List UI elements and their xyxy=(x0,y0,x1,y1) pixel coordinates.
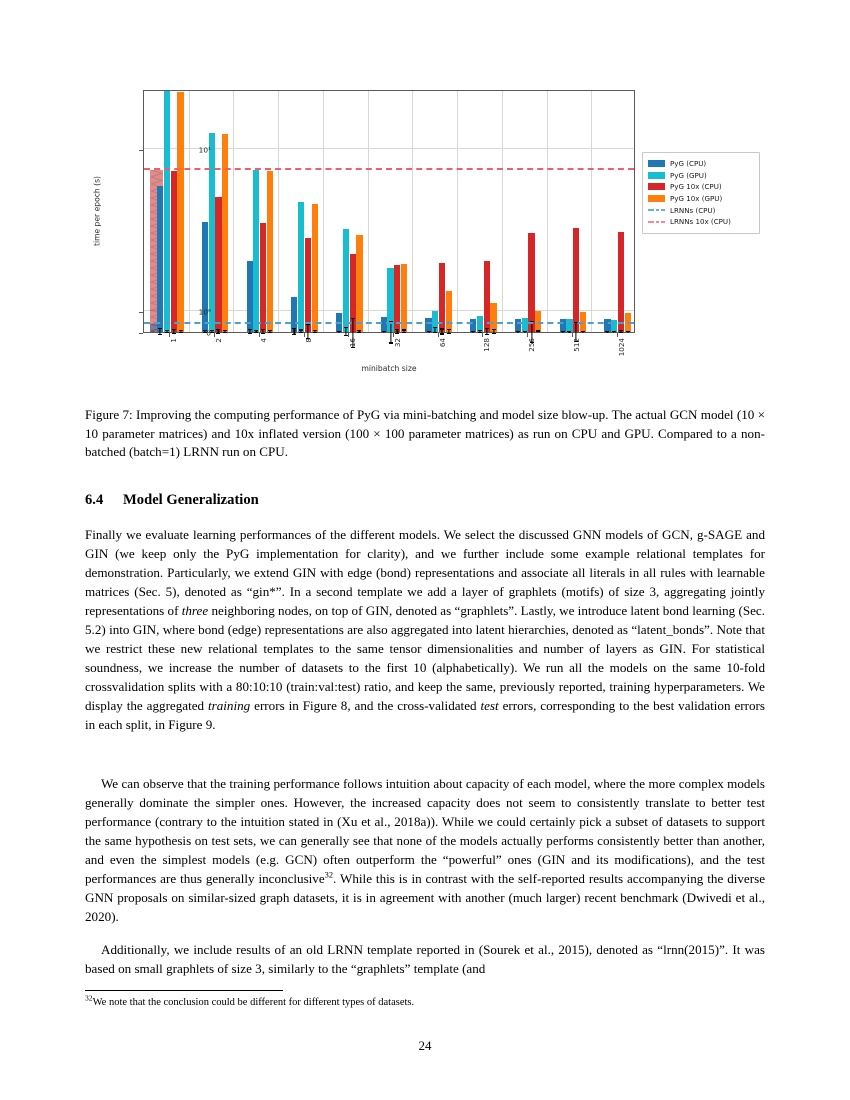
emphasis-training: training xyxy=(208,698,251,714)
section-title: Model Generalization xyxy=(123,492,259,508)
x-axis-tick: 1024 xyxy=(616,338,626,357)
paragraph-1 xyxy=(85,525,765,735)
bar xyxy=(215,197,221,332)
error-bar-cap xyxy=(389,342,393,343)
error-bar-cap xyxy=(223,332,227,333)
error-bar-cap xyxy=(158,334,162,335)
x-axis-tick-mark xyxy=(572,333,573,337)
legend-swatch xyxy=(648,172,665,179)
legend-label: PyG 10x (GPU) xyxy=(670,194,723,204)
error-bar-cap xyxy=(292,328,296,329)
error-bar-cap xyxy=(516,331,520,332)
gridline-vertical xyxy=(233,91,234,332)
x-axis-tick: 32 xyxy=(393,338,402,348)
bar xyxy=(209,133,215,332)
legend-item xyxy=(648,193,753,205)
bar xyxy=(267,171,273,332)
error-bar-cap xyxy=(382,331,386,332)
error-bar-cap xyxy=(248,329,252,330)
bar xyxy=(356,235,362,332)
page-number: 24 xyxy=(418,1038,432,1053)
error-bar-cap xyxy=(447,329,451,330)
paragraph-3 xyxy=(85,940,765,978)
reference-line-lrnns-cpu xyxy=(144,322,634,324)
legend-item xyxy=(648,204,753,216)
error-bar-cap xyxy=(254,332,258,333)
gridline-vertical xyxy=(368,91,369,332)
error-bar-cap xyxy=(427,331,431,332)
y-axis-tick: 0 xyxy=(206,328,211,338)
bar-group xyxy=(291,202,318,332)
paragraph-3-part-a: Additionally, we include results of an old LRNN template reported in (Sourek et al., 2015), denoted as “lrnn(2015)”. It was based on small graphlets of size 3, similarly to the “graphlets” template (and xyxy=(85,942,765,977)
y-axis-tick: 10⁰ xyxy=(198,307,211,317)
bar xyxy=(490,303,496,332)
emphasis-three: three xyxy=(181,603,209,619)
error-bar-cap xyxy=(492,329,496,330)
bar-group xyxy=(336,229,363,332)
bar xyxy=(522,318,528,332)
legend-item xyxy=(648,216,753,228)
error-bar-cap xyxy=(581,331,585,332)
error-bar-cap xyxy=(248,333,252,334)
legend-dash-icon xyxy=(648,207,665,214)
bar xyxy=(604,319,610,332)
error-bar-cap xyxy=(299,332,303,333)
error-bar-cap xyxy=(433,327,437,328)
footnote-marker: 32 xyxy=(85,993,93,1003)
bar xyxy=(573,228,579,332)
error-bar-cap xyxy=(344,327,348,328)
paragraph-1-part-c: errors in Figure 8, and the cross-validated xyxy=(250,698,481,714)
gridline-vertical xyxy=(323,91,324,332)
gridline-vertical xyxy=(591,91,592,332)
y-axis-tick: 10¹ xyxy=(198,145,211,155)
error-bar-cap xyxy=(344,335,348,336)
x-axis-tick: 64 xyxy=(437,338,447,348)
legend-label: PyG (GPU) xyxy=(670,170,707,180)
emphasis-test: test xyxy=(480,698,499,714)
x-axis-tick: 512 xyxy=(571,338,581,352)
error-bar-cap xyxy=(216,329,220,330)
section-heading xyxy=(85,492,765,509)
error-bar-cap xyxy=(402,332,406,333)
error-bar-cap xyxy=(261,329,265,330)
bar-group xyxy=(157,91,184,332)
paragraph-2 xyxy=(85,774,765,926)
chart-legend xyxy=(642,152,760,234)
error-bar-cap xyxy=(313,332,317,333)
gridline-vertical xyxy=(457,91,458,332)
paragraph-2-part-b: . While this is in contrast with the self-reported results accompanying the diverse GNN proposals on similar-sized graph datasets, it is in agreement with another (much larger) recent benchmark (Dwivedi et al., 2020). xyxy=(85,871,766,925)
x-axis-tick-mark xyxy=(169,333,170,337)
bar xyxy=(343,229,349,332)
error-bar-cap xyxy=(485,328,489,329)
error-bar-cap xyxy=(357,330,361,331)
error-bar-cap xyxy=(523,331,527,332)
bar-group xyxy=(202,133,229,332)
x-axis-tick-mark xyxy=(214,333,215,337)
error-bar-cap xyxy=(433,332,437,333)
reference-line-lrnns-10x-cpu xyxy=(144,168,634,170)
bar-group xyxy=(560,228,587,332)
x-axis-tick: 2 xyxy=(214,338,224,343)
bar-chart xyxy=(85,78,765,388)
gridline-vertical xyxy=(547,91,548,332)
error-bar-cap xyxy=(619,332,623,333)
bar xyxy=(312,204,318,332)
x-axis-tick: 8 xyxy=(303,338,313,343)
error-bar-cap xyxy=(306,324,310,325)
error-bar-cap xyxy=(536,331,540,332)
error-bar-cap xyxy=(567,331,571,332)
legend-label: LRNNs 10x (CPU) xyxy=(670,217,731,227)
paragraph-2-part-a: We can observe that the training performance follows intuition about capacity of each model, where the more complex models generally dominate the simpler ones. However, the increased capacity does not seem to consistently translate to better test performance (contrary to the intuition stated in (Xu et al., 2018a)). While we could certainly pick a subset of datasets to support the same hypothesis on test sets, we can generally see that none of the models actually performs consistently better than another, and even the simplest models (e.g. GCN) often outperform the “powerful” ones (GIN and its modifications), and the test performances are thus generally inconclusive xyxy=(85,776,765,887)
error-bar-cap xyxy=(165,330,169,331)
bar xyxy=(305,238,311,332)
error-bar-cap xyxy=(313,330,317,331)
paragraph-1-part-d: errors, corresponding to the best validation errors in each split, in Figure 9. xyxy=(85,698,765,733)
legend-dash-icon xyxy=(648,218,665,225)
x-axis-tick-mark xyxy=(527,333,528,337)
legend-label: PyG (CPU) xyxy=(670,159,707,169)
gridline-vertical xyxy=(412,91,413,332)
footnote-rule xyxy=(85,990,283,991)
error-bar-cap xyxy=(172,333,176,334)
y-axis-tick-mark xyxy=(139,150,143,151)
footnote-reference[interactable]: 32 xyxy=(324,870,334,880)
error-bar-cap xyxy=(492,333,496,334)
error-bar-cap xyxy=(172,329,176,330)
error-bar-cap xyxy=(299,329,303,330)
x-axis-tick: 128 xyxy=(482,338,492,352)
y-axis-label: time per epoch (s) xyxy=(92,175,102,247)
bar xyxy=(381,317,387,332)
paragraph-1-part-b: neighboring nodes, on top of GIN, denoted as “graphlets”. Lastly, we introduce latent bond learning (Sec. 5.2) into GIN, where bond (edge) representations are also aggregated into latent hierarchies, denoted as “latent_bonds”. Note that we restrict these new relational templates to the same tensor dimensionalities and number of layers as GIN. For statistical soundness, we increase the number of datasets to the first 10 (alphabetically). We run all the models on the same 10-fold crossvalidation splits with a 80:10:10 (train:val:test) ratio, and keep the same, previously reported, training hyperparameters. We display the aggregated xyxy=(85,603,765,714)
legend-item xyxy=(648,158,753,170)
bar-group xyxy=(604,232,631,332)
x-axis-tick: 16 xyxy=(348,338,358,348)
bar xyxy=(253,170,259,332)
legend-item xyxy=(648,170,753,182)
bar xyxy=(470,319,476,332)
y-axis-tick-mark xyxy=(139,312,143,313)
legend-label: PyG 10x (CPU) xyxy=(670,182,722,192)
bar xyxy=(350,254,356,332)
bar xyxy=(528,233,534,332)
error-bar-cap xyxy=(605,331,609,332)
x-axis-tick-mark xyxy=(438,333,439,337)
bar xyxy=(164,91,170,332)
y-axis-tick-mark xyxy=(139,333,143,334)
bar xyxy=(566,319,572,332)
bar-group xyxy=(515,233,542,332)
bar xyxy=(222,134,228,332)
error-bar-cap xyxy=(440,333,444,334)
error-bar-cap xyxy=(261,333,265,334)
x-axis-tick-mark xyxy=(393,333,394,337)
x-axis-label: minibatch size xyxy=(361,364,417,373)
x-axis-tick: 256 xyxy=(527,338,537,352)
error-bar-cap xyxy=(440,328,444,329)
bar xyxy=(298,202,304,332)
x-axis-tick: 1 xyxy=(169,338,179,343)
bar-group xyxy=(247,170,274,332)
x-axis-tick-mark xyxy=(304,333,305,337)
error-bar-cap xyxy=(395,329,399,330)
error-bar-cap xyxy=(268,332,272,333)
plot-area xyxy=(143,90,635,333)
legend-swatch xyxy=(648,195,665,202)
footnote-text: We note that the conclusion could be different for different types of datasets. xyxy=(92,997,415,1008)
error-bar-cap xyxy=(561,331,565,332)
error-bar-cap xyxy=(626,331,630,332)
gridline-vertical xyxy=(278,91,279,332)
error-bar-cap xyxy=(612,331,616,332)
bar xyxy=(446,291,452,332)
error-bar-cap xyxy=(179,332,183,333)
error-bar-cap xyxy=(478,332,482,333)
error-bar-cap xyxy=(165,332,169,333)
x-axis-tick: 4 xyxy=(258,338,268,343)
error-bar-cap xyxy=(351,318,355,319)
bar xyxy=(157,186,163,332)
paragraph-1-part-a: Finally we evaluate learning performances of the different models. We select the discussed GNN models of GCN, g-SAGE and GIN (we keep only the PyG implementation for clarity), and we further include some example relational templates for demonstration. Particularly, we extend GIN with edge (bond) representations and associate all literals in all rules with learnable matrices (Sec. 5), denoted as “gin*”. In a second template we add a layer of graphlets (motifs) of size 3, aggregating jointly representations of xyxy=(85,527,765,619)
error-bar-cap xyxy=(292,334,296,335)
bar xyxy=(425,318,431,332)
bar xyxy=(171,171,177,332)
bar xyxy=(177,92,183,332)
bar xyxy=(618,232,624,332)
section-number: 6.4 xyxy=(85,492,104,508)
legend-swatch xyxy=(648,183,665,190)
gridline-vertical xyxy=(502,91,503,332)
error-bar xyxy=(390,322,391,343)
legend-label: LRNNs (CPU) xyxy=(670,205,716,215)
bar xyxy=(560,319,566,332)
bar xyxy=(260,223,266,332)
figure-7 xyxy=(85,78,765,388)
legend-swatch xyxy=(648,160,665,167)
figure-caption: Figure 7: Improving the computing performance of PyG via mini-batching and model size blow-up. The actual GCN model (10 × 10 parameter matrices) and 10x inflated version (100 × 100 parameter matrices) as run on CPU and GPU. Compared to a non-batched (batch=1) LRNN run on CPU. xyxy=(85,407,765,460)
error-bar-cap xyxy=(216,333,220,334)
bar xyxy=(291,297,297,332)
error-bar-cap xyxy=(337,331,341,332)
legend-item xyxy=(648,181,753,193)
error-bar-cap xyxy=(402,329,406,330)
footnote xyxy=(85,993,765,1011)
error-bar-cap xyxy=(471,331,475,332)
error-bar-cap xyxy=(447,333,451,334)
x-axis-tick-mark xyxy=(617,333,618,337)
error-bar-cap xyxy=(395,333,399,334)
gridline-vertical xyxy=(189,91,190,332)
error-bar-cap xyxy=(357,332,361,333)
error-bar-cap xyxy=(158,328,162,329)
x-axis-tick-mark xyxy=(482,333,483,337)
x-axis-tick-mark xyxy=(259,333,260,337)
x-axis-tick-mark xyxy=(348,333,349,337)
error-bar-cap xyxy=(619,330,623,331)
error-bar-cap xyxy=(485,334,489,335)
